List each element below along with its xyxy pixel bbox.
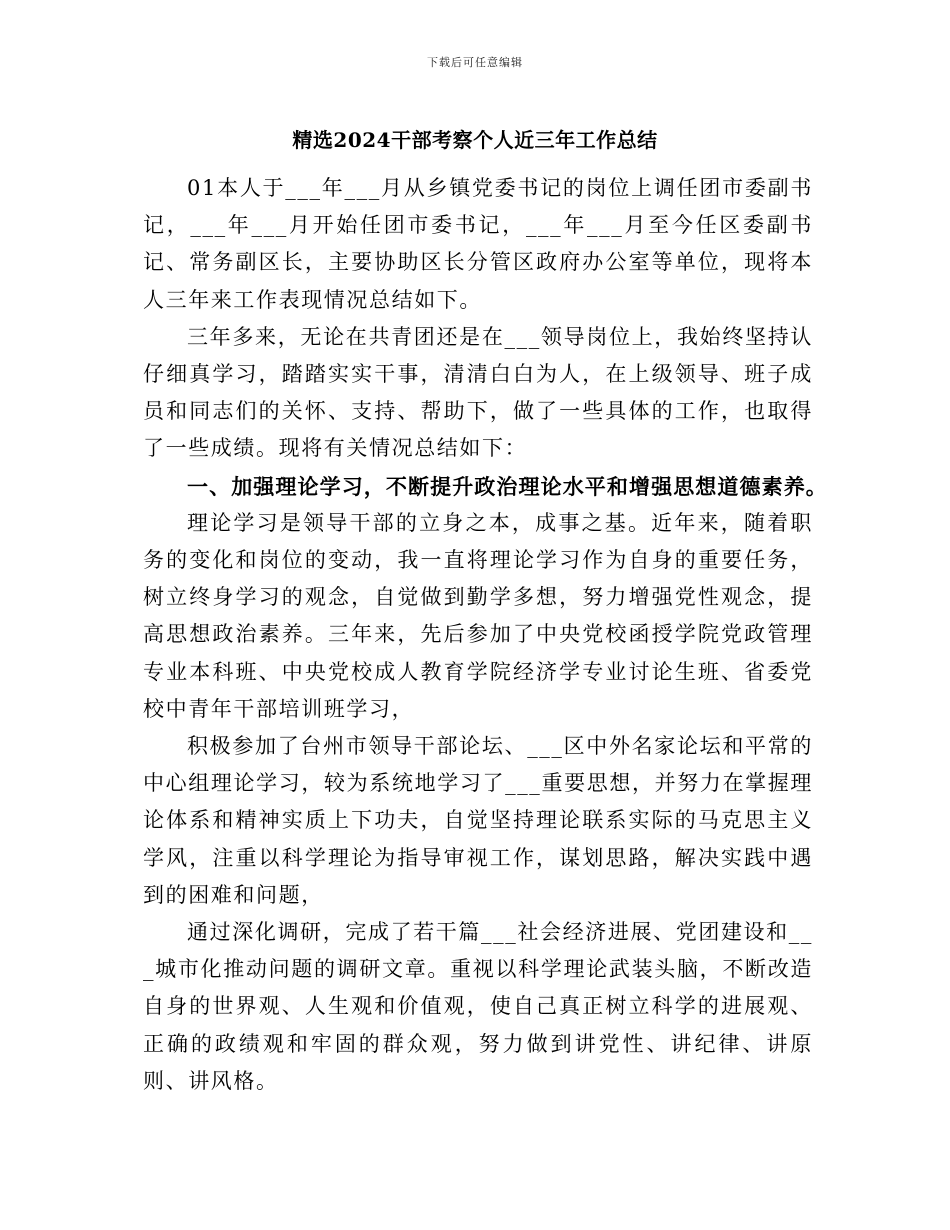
paragraph-intro: 01本人于___年___月从乡镇党委书记的岗位上调任团市委副书记，___年___月开始任团市委书记，___年___月至今任区委副书记、常务副区长，主要协助区长分管区政府办公室等单位，现将本人三年来工作表现情况总结如下。 (143, 176, 813, 312)
document-title: 精选2024干部考察个人近三年工作总结 (292, 128, 658, 152)
document-body (143, 170, 828, 1100)
paragraph-forum-participation: 积极参加了台州市领导干部论坛、___区中外名家论坛和平常的中心组理论学习，较为系统地学习了___重要思想，并努力在掌握理论体系和精神实质上下功夫，自觉坚持理论联系实际的马克思主义学风，注重以科学理论为指导审视工作，谋划思路，解决实践中遇到的困难和问题， (143, 734, 813, 907)
header-note: 下载后可任意编辑 (427, 56, 523, 69)
section-heading-1: 一、加强理论学习，不断提升政治理论水平和增强思想道德素养。 (187, 473, 828, 499)
paragraph-theory-study: 理论学习是领导干部的立身之本，成事之基。近年来，随着职务的变化和岗位的变动，我一直将理论学习作为自身的重要任务，树立终身学习的观念，自觉做到勤学多想，努力增强党性观念，提高思想政治素养。三年来，先后参加了中央党校函授学院党政管理专业本科班、中央党校成人教育学院经济学专业讨论生班、省委党校中青年干部培训班学习， (143, 510, 813, 721)
paragraph-research: 通过深化调研，完成了若干篇___社会经济进展、党团建设和___城市化推动问题的调研文章。重视以科学理论武装头脑，不断改造自身的世界观、人生观和价值观，使自己真正树立科学的进展观、正确的政绩观和牢固的群众观，努力做到讲党性、讲纪律、讲原则、讲风格。 (143, 920, 813, 1093)
paragraph-overview: 三年多来，无论在共青团还是在___领导岗位上，我始终坚持认仔细真学习，踏踏实实干事，清清白白为人，在上级领导、班子成员和同志们的关怀、支持、帮助下，做了一些具体的工作，也取得了一些成绩。现将有关情况总结如下： (143, 324, 813, 461)
